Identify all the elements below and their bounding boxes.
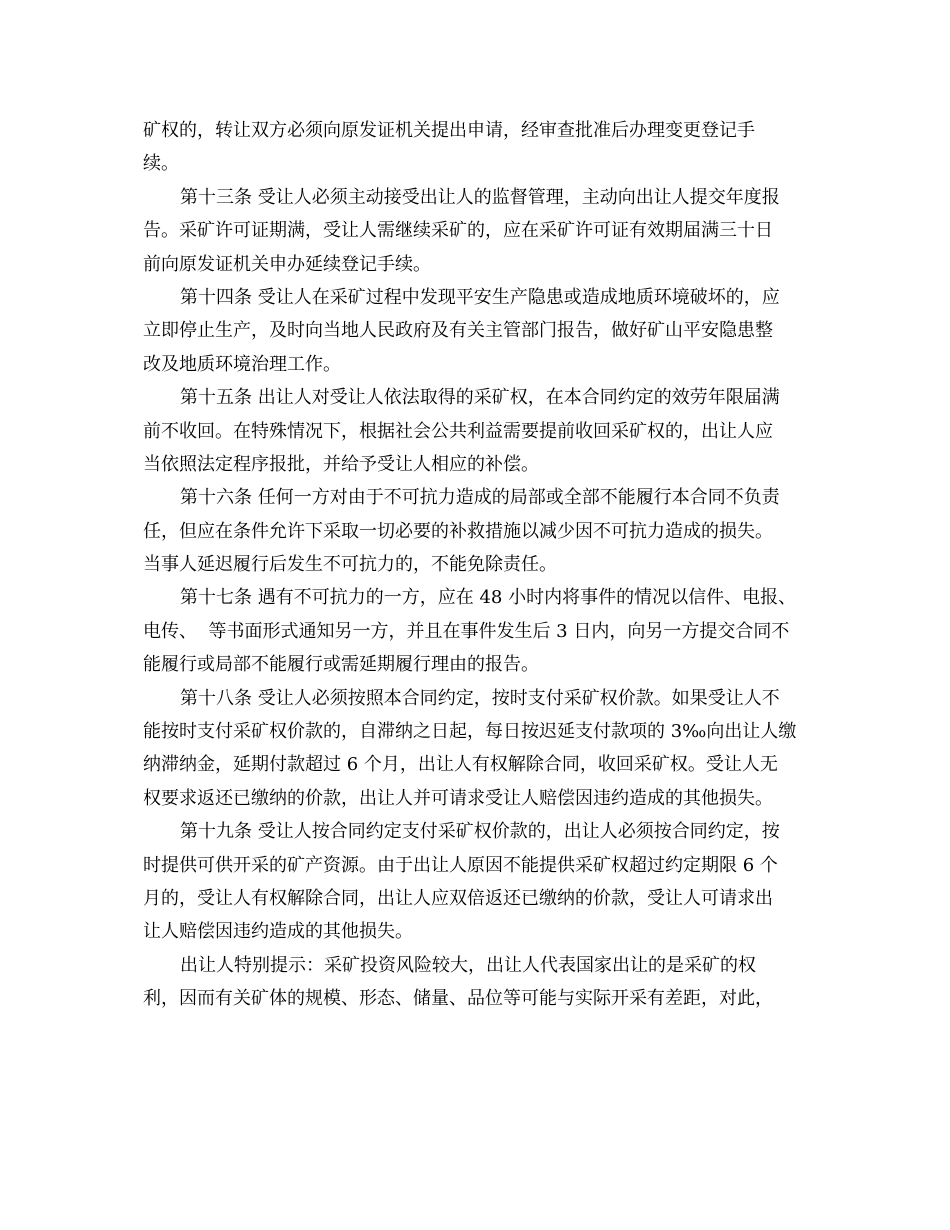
article-13-line: 告。采矿许可证期满，受让人需继续采矿的，应在采矿许可证有效期届满三十日 [143, 220, 773, 242]
article-17-line: 第十七条 遇有不可抗力的一方，应在 48 小时内将事件的情况以信件、电报、 [180, 587, 797, 609]
paragraph-line: 续。 [143, 153, 179, 175]
article-16-line: 任，但应在条件允许下采取一切必要的补救措施以减少因不可抗力造成的损失。 [143, 520, 773, 542]
article-15-line: 前不收回。在特殊情况下，根据社会公共利益需要提前收回采矿权的，出让人应 [143, 420, 773, 442]
article-14-line: 改及地质环境治理工作。 [143, 353, 341, 375]
article-13-line: 前向原发证机关申办延续登记手续。 [143, 253, 431, 275]
article-17-line: 电传、 等书面形式通知另一方，并且在事件发生后 3 日内，向另一方提交合同不 [143, 620, 790, 642]
article-19-line: 月的，受让人有权解除合同，出让人应双倍返还已缴纳的价款，受让人可请求出 [143, 887, 773, 909]
article-16-line: 第十六条 任何一方对由于不可抗力造成的局部或全部不能履行本合同不负责 [180, 487, 780, 509]
article-15-line: 当依照法定程序报批，并给予受让人相应的补偿。 [143, 453, 539, 475]
article-18-line: 能按时支付采矿权价款的，自滞纳之日起，每日按迟延支付款项的 3‰向出让人缴 [143, 721, 797, 743]
article-13-line: 第十三条 受让人必须主动接受出让人的监督管理，主动向出让人提交年度报 [180, 186, 780, 208]
special-notice-line: 利，因而有关矿体的规模、形态、储量、品位等可能与实际开采有差距，对此， [143, 988, 773, 1010]
article-16-line: 当事人延迟履行后发生不可抗力的，不能免除责任。 [143, 554, 557, 576]
article-18-line: 权要求返还已缴纳的价款，出让人并可请求受让人赔偿因违约造成的其他损失。 [143, 787, 773, 809]
article-19-line: 第十九条 受让人按合同约定支付采矿权价款的，出让人必须按合同约定，按 [180, 821, 780, 843]
document-body [143, 114, 811, 1016]
article-15-line: 第十五条 出让人对受让人依法取得的采矿权，在本合同约定的效劳年限届满 [180, 387, 780, 409]
article-18-line: 纳滞纳金，延期付款超过 6 个月，出让人有权解除合同，收回采矿权。受让人无 [143, 754, 778, 776]
special-notice-line: 出让人特别提示：采矿投资风险较大，出让人代表国家出让的是采矿的权 [180, 954, 756, 976]
paragraph-line: 矿权的，转让双方必须向原发证机关提出申请，经审查批准后办理变更登记手 [143, 120, 755, 141]
article-14-line: 立即停止生产，及时向当地人民政府及有关主管部门报告，做好矿山平安隐患整 [143, 320, 773, 342]
article-19-line: 让人赔偿因违约造成的其他损失。 [143, 921, 413, 943]
article-14-line: 第十四条 受让人在采矿过程中发现平安生产隐患或造成地质环境破坏的，应 [180, 286, 780, 308]
article-17-line: 能履行或局部不能履行或需延期履行理由的报告。 [143, 654, 539, 676]
article-19-line: 时提供可供开采的矿产资源。由于出让人原因不能提供采矿权超过约定期限 6 个 [143, 854, 778, 876]
article-18-line: 第十八条 受让人必须按照本合同约定，按时支付采矿权价款。如果受让人不 [180, 687, 780, 709]
